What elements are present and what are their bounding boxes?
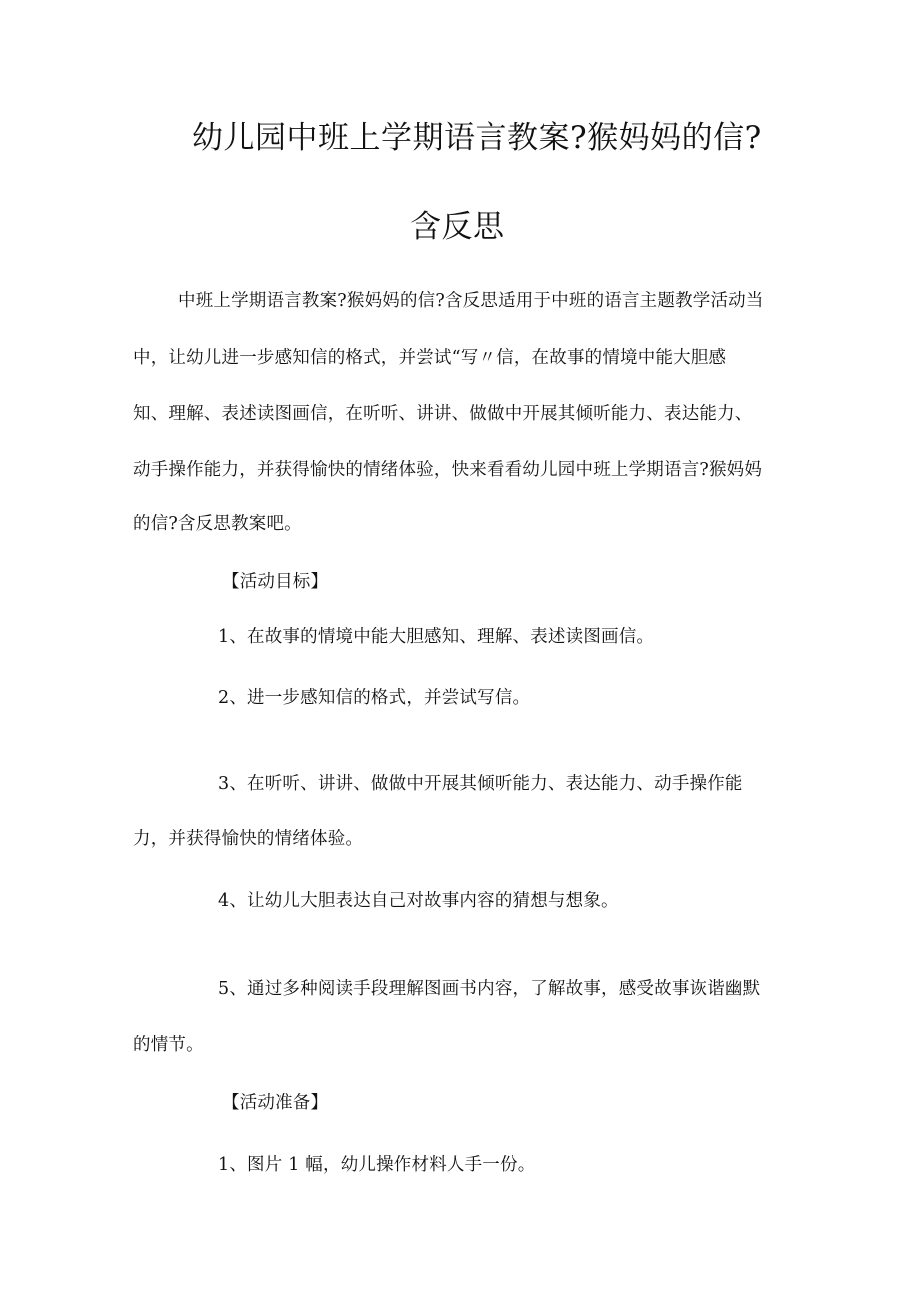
goal-item-2: 2、进一步感知信的格式，并尝试写信。 (218, 688, 531, 708)
intro-line-4: 动手操作能力，并获得愉快的情绪体验，快来看看幼儿园中班上学期语言?猴妈妈 (133, 460, 763, 480)
title-line-2: 含反思 (410, 209, 505, 245)
goal-item-5-line-1: 5、通过多种阅读手段理解图画书内容，了解故事，感受故事诙谐幽默 (218, 979, 761, 999)
goal-item-1: 1、在故事的情境中能大胆感知、理解、表述读图画信。 (218, 627, 655, 647)
title-line-1: 幼儿园中班上学期语言教案?猴妈妈的信? (192, 120, 762, 156)
goal-item-5-line-2: 的情节。 (133, 1035, 204, 1055)
intro-line-5: 的信?含反思教案吧。 (133, 514, 302, 534)
intro-line-1: 中班上学期语言教案?猴妈妈的信?含反思适用于中班的语言主题教学活动当 (178, 291, 764, 311)
section-heading-prep: 【活动准备】 (222, 1093, 329, 1113)
intro-line-2: 中，让幼儿进一步感知信的格式，并尝试“写〃信，在故事的情境中能大胆感 (133, 348, 727, 368)
goal-item-4: 4、让幼儿大胆表达自己对故事内容的猜想与想象。 (218, 891, 619, 911)
section-heading-goals: 【活动目标】 (222, 572, 329, 592)
goal-item-3-line-1: 3、在听听、讲讲、做做中开展其倾听能力、表达能力、动手操作能 (218, 774, 743, 794)
goal-item-3-line-2: 力，并获得愉快的情绪体验。 (133, 829, 364, 849)
prep-item-1: 1、图片 1 幅，幼儿操作材料人手一份。 (218, 1155, 536, 1175)
intro-line-3: 知、理解、表述读图画信，在听听、讲讲、做做中开展其倾听能力、表达能力、 (133, 404, 753, 424)
